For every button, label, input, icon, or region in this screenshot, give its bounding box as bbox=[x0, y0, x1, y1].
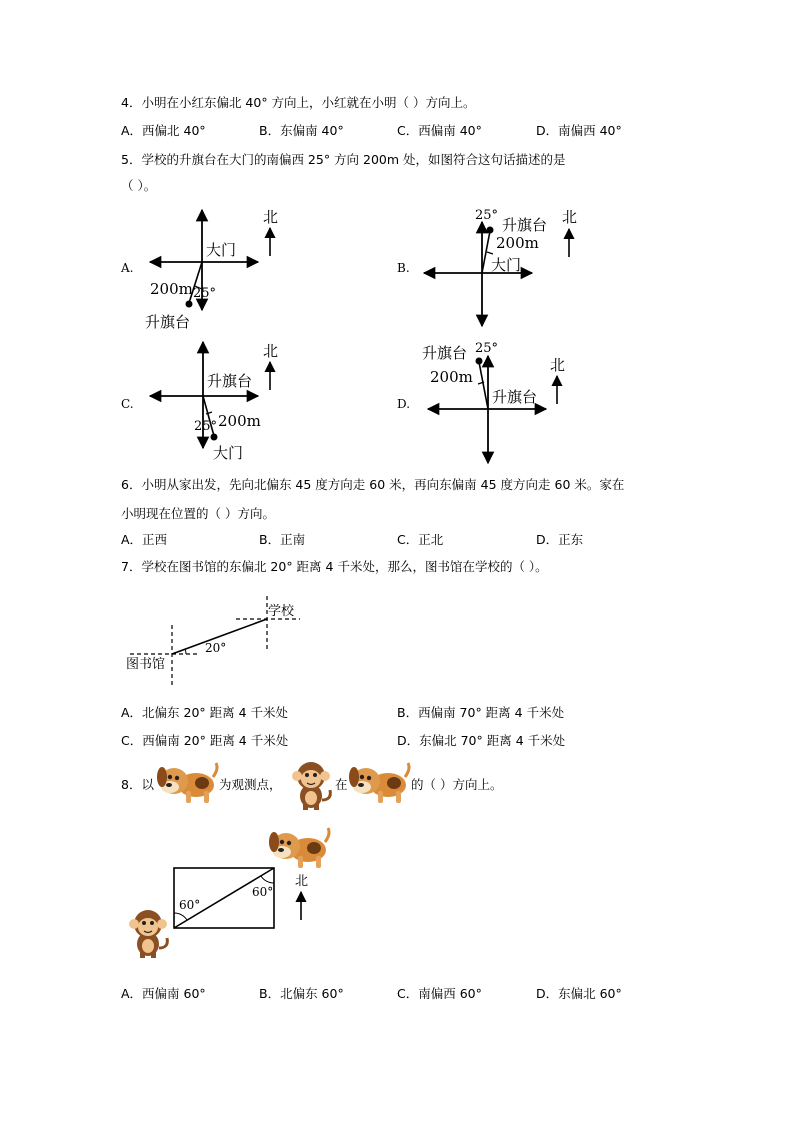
q5-fig-c-flag: 升旗台 bbox=[207, 372, 253, 390]
q8-option-d[interactable]: D．东偏北 60° bbox=[536, 986, 622, 1001]
q8-option-a[interactable]: A．西偏南 60° bbox=[121, 986, 206, 1001]
q7-option-c[interactable]: C．西偏南 20° 距离 4 千米处 bbox=[121, 733, 289, 748]
q5-fig-a-north: 北 bbox=[263, 208, 279, 226]
q5-fig-c-angle: 25° bbox=[194, 419, 218, 434]
q5-fig-d-flag: 升旗台 bbox=[422, 344, 468, 362]
q5-fig-b-north: 北 bbox=[562, 208, 578, 226]
q7-fig-library: 图书馆 bbox=[126, 657, 166, 672]
q8-fig-north: 北 bbox=[295, 874, 309, 889]
q6-option-c[interactable]: C．正北 bbox=[397, 532, 444, 547]
q5-fig-d-dist: 200m bbox=[430, 368, 473, 386]
q5-fig-c-dist: 200m bbox=[218, 412, 261, 430]
q5-fig-d-angle: 25° bbox=[475, 341, 499, 356]
dog-icon bbox=[269, 828, 329, 868]
q5-fig-a-letter: A. bbox=[121, 261, 134, 275]
q5-stem-line2: （ ）。 bbox=[121, 178, 157, 193]
q6-option-a[interactable]: A．正西 bbox=[121, 532, 168, 547]
q4-option-c[interactable]: C．西偏南 40° bbox=[397, 123, 482, 138]
q5-fig-b-angle: 25° bbox=[475, 208, 499, 223]
q5-fig-a-flag: 升旗台 bbox=[145, 313, 191, 331]
q6-stem-line2: 小明现在位置的（ ）方向。 bbox=[121, 506, 275, 521]
q7-fig-angle: 20° bbox=[205, 641, 227, 655]
monkey-icon bbox=[129, 910, 167, 958]
q5-fig-d-letter: D. bbox=[397, 397, 411, 411]
q5-fig-d-gate: 升旗台 bbox=[492, 388, 538, 406]
q8-fig-angle2: 60° bbox=[252, 885, 274, 899]
q7-fig-school: 学校 bbox=[268, 604, 295, 619]
q6-option-d[interactable]: D．正东 bbox=[536, 532, 584, 547]
q7-option-a[interactable]: A．北偏东 20° 距离 4 千米处 bbox=[121, 705, 289, 720]
q8-prefix: 8．以 bbox=[121, 777, 154, 792]
q5-fig-c-north: 北 bbox=[263, 342, 279, 360]
q5-fig-a-gate: 大门 bbox=[206, 241, 237, 259]
q7-option-b[interactable]: B．西偏南 70° 距离 4 千米处 bbox=[397, 705, 565, 720]
q8-option-c[interactable]: C．南偏西 60° bbox=[397, 986, 482, 1001]
q8-mid2: 在 bbox=[335, 777, 348, 792]
q7-stem: 7．学校在图书馆的东偏北 20° 距离 4 千米处，那么，图书馆在学校的（ ）。 bbox=[121, 559, 548, 574]
q5-fig-a-angle: 25° bbox=[193, 286, 217, 301]
q7-option-d[interactable]: D．东偏北 70° 距离 4 千米处 bbox=[397, 733, 566, 748]
q5-fig-c-gate: 大门 bbox=[213, 444, 244, 462]
q6-option-b[interactable]: B．正南 bbox=[259, 532, 306, 547]
q6-stem-line1: 6．小明从家出发，先向北偏东 45 度方向走 60 米，再向东偏南 45 度方向走 60 米。家在 bbox=[121, 477, 625, 492]
q5-fig-b-dist: 200m bbox=[496, 234, 539, 252]
q5-fig-a-dist: 200m bbox=[150, 280, 193, 298]
q4-option-d[interactable]: D．南偏西 40° bbox=[536, 123, 622, 138]
q5-fig-c-letter: C. bbox=[121, 397, 134, 411]
q5-fig-d-north: 北 bbox=[550, 356, 566, 374]
q4-option-a[interactable]: A．西偏北 40° bbox=[121, 123, 206, 138]
q8-mid1: 为观测点， bbox=[219, 777, 282, 792]
q8-fig-angle1: 60° bbox=[179, 898, 201, 912]
q5-fig-b-flag: 升旗台 bbox=[502, 216, 548, 234]
q5-fig-b-gate: 大门 bbox=[491, 256, 522, 274]
q5-fig-b-letter: B. bbox=[397, 261, 410, 275]
q8-option-b[interactable]: B．北偏东 60° bbox=[259, 986, 344, 1001]
q5-stem-line1: 5．学校的升旗台在大门的南偏西 25° 方向 200m 处，如图符合这句话描述的是 bbox=[121, 152, 566, 167]
q8-suffix: 的（ ）方向上。 bbox=[411, 777, 503, 792]
q4-stem: 4．小明在小红东偏北 40° 方向上，小红就在小明（ ）方向上。 bbox=[121, 95, 476, 110]
q4-option-b[interactable]: B．东偏南 40° bbox=[259, 123, 344, 138]
